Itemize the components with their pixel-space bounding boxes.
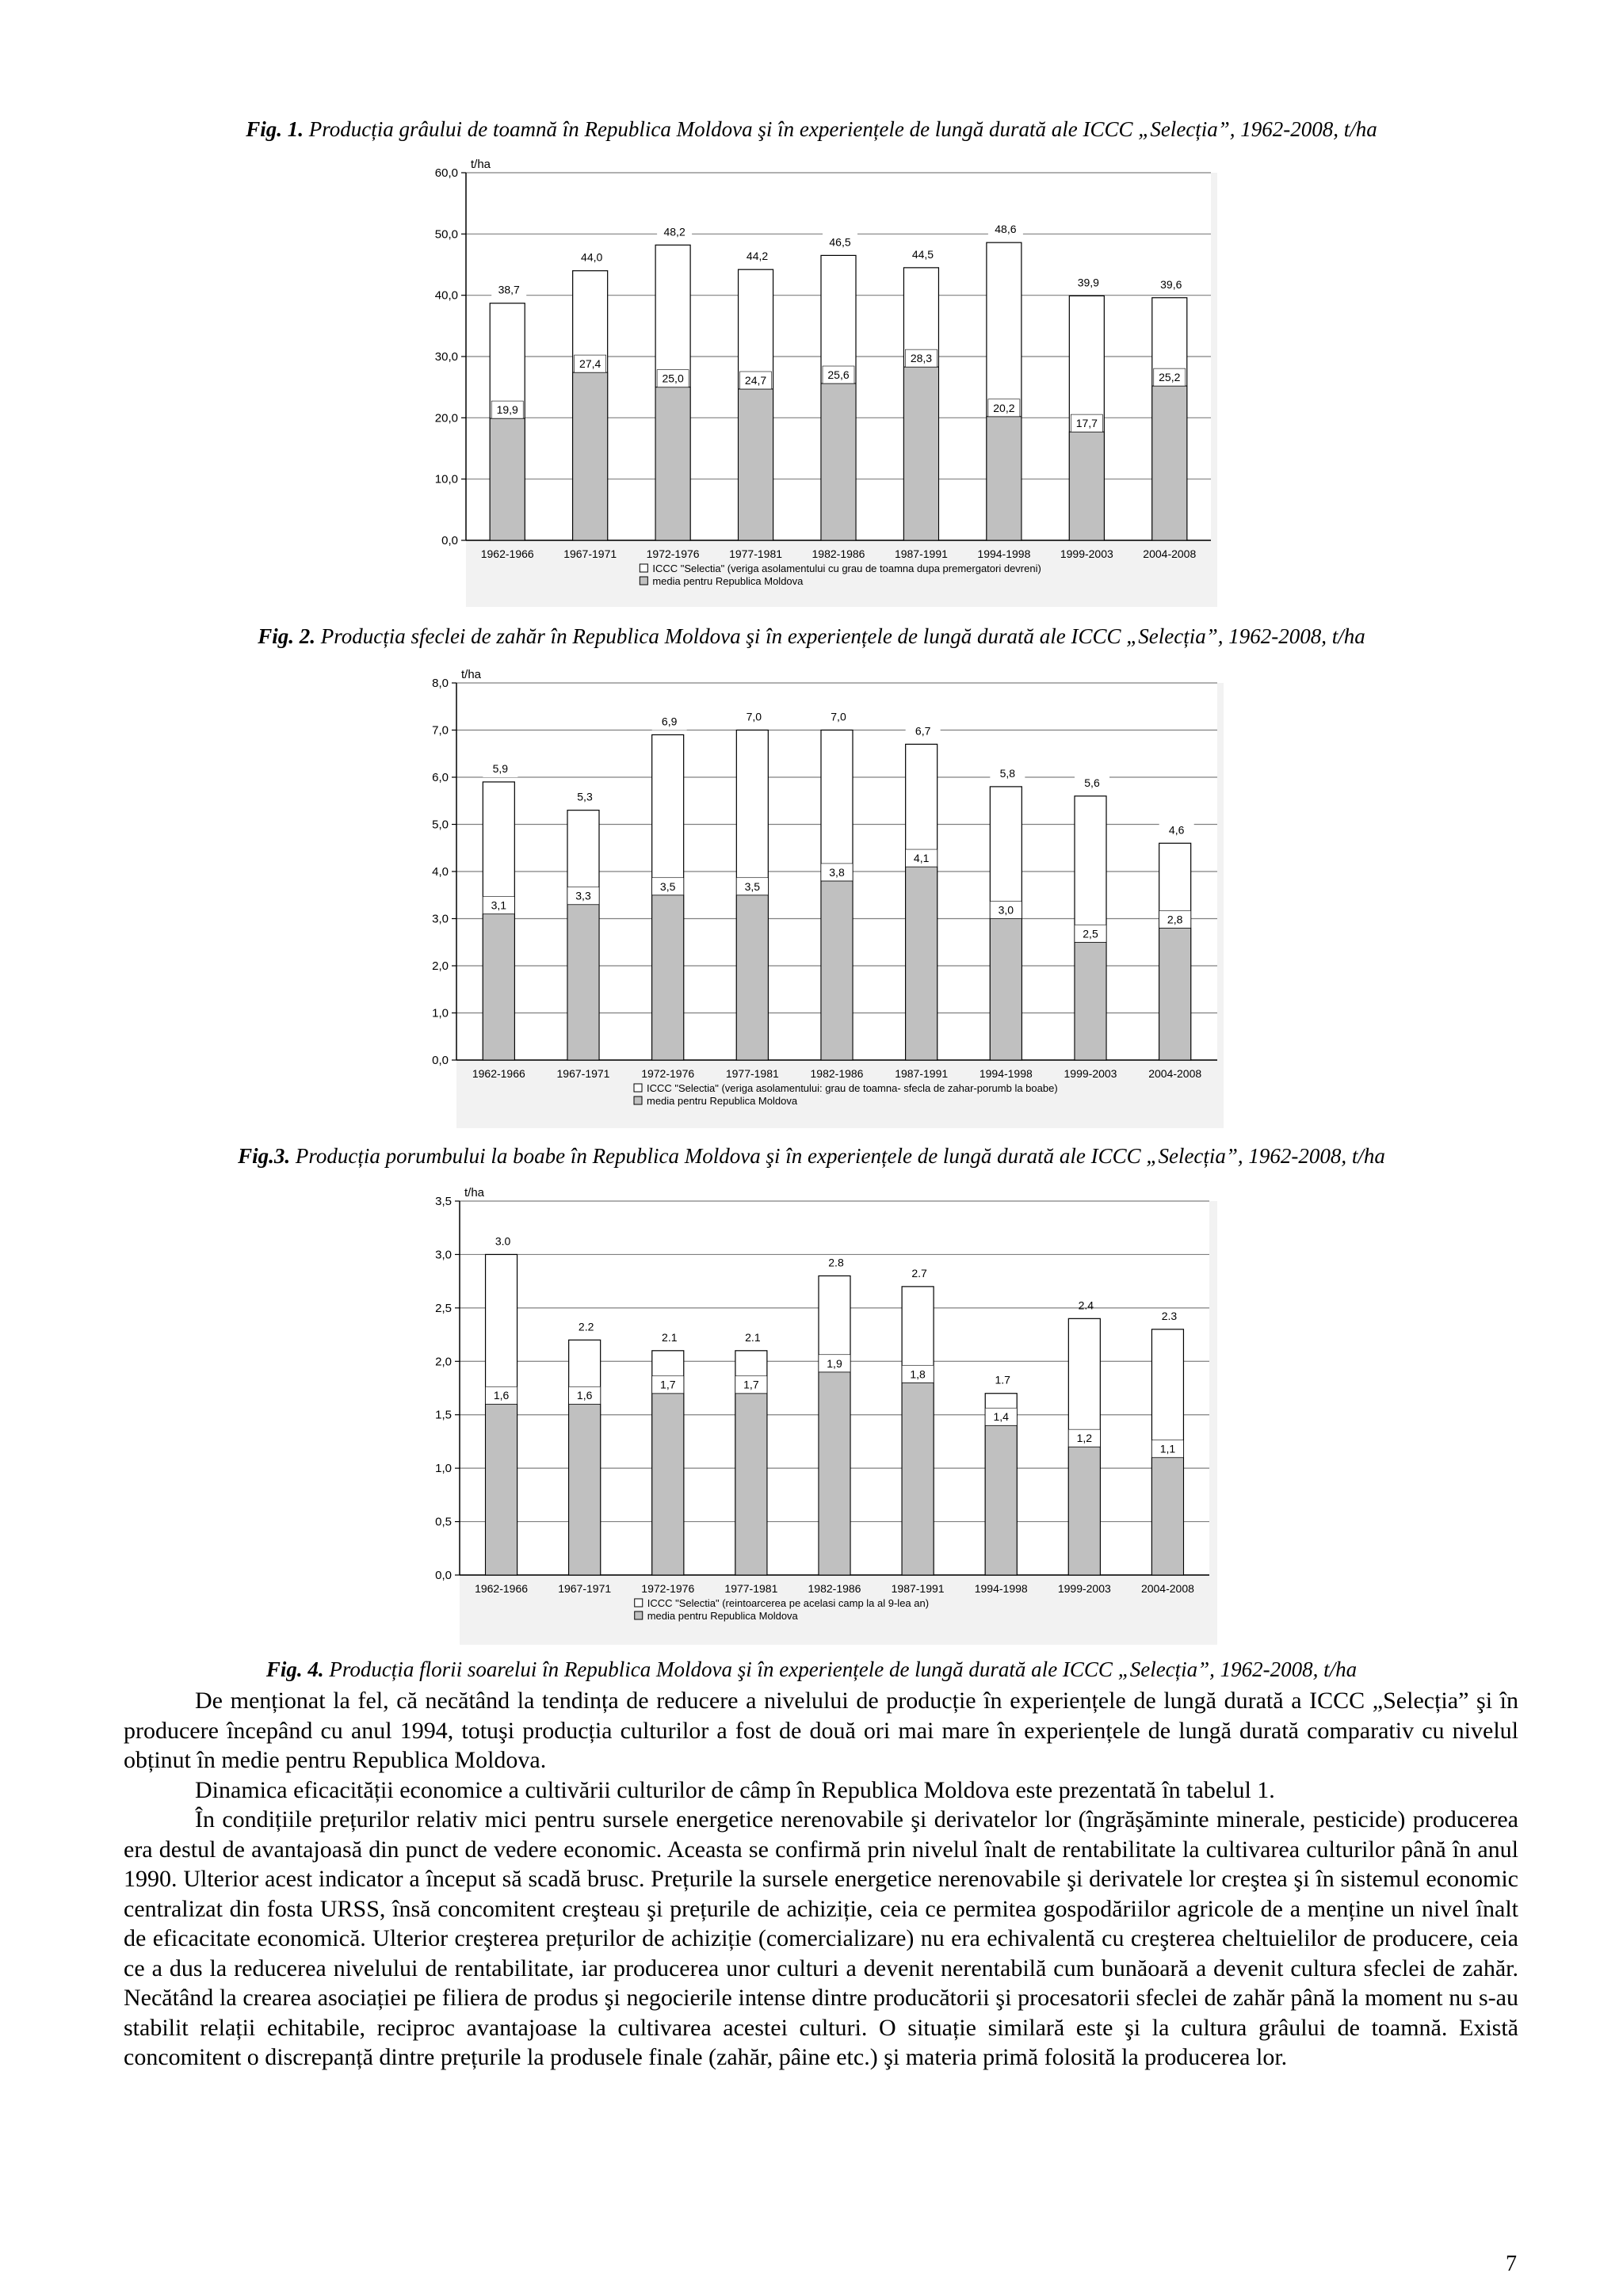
figure-2-number: Fig. 2. xyxy=(258,624,315,648)
x-tick-label: 1967-1971 xyxy=(558,1582,612,1595)
bar-moldova xyxy=(490,418,525,540)
figure-1-caption-text: Producția grâului de toamnă în Republica Moldova şi în experiențele de lungă durată ale ICCC „Selecția”, 1962-2008, t/ha xyxy=(308,117,1377,141)
bar-moldova xyxy=(1151,1458,1183,1575)
x-tick-label: 1982-1986 xyxy=(812,547,865,560)
bar-label-selectia: 2.2 xyxy=(578,1320,594,1333)
bar-label-moldova: 3,5 xyxy=(744,879,761,893)
bar-moldova xyxy=(1068,1447,1100,1575)
x-tick-label: 1972-1976 xyxy=(641,1582,695,1595)
legend-swatch xyxy=(634,1084,642,1092)
bar-label-selectia: 3.0 xyxy=(495,1234,511,1248)
chart-fig1 xyxy=(422,151,1217,610)
figure-4-caption-text: Producția florii soarelui în Republica Moldova şi în experiențele de lungă durată ale ICCC „Selecția”, 1962-2008, t/ha xyxy=(329,1657,1358,1681)
bar-label-selectia: 5,3 xyxy=(577,790,593,803)
x-tick-label: 1967-1971 xyxy=(563,547,617,560)
y-tick-label: 0,5 xyxy=(435,1515,452,1529)
legend-entry: ICCC "Selectia" (veriga asolamentului cu grau de toamna dupa premergatori devreni) xyxy=(652,563,1041,574)
bar-label-selectia: 1.7 xyxy=(995,1373,1010,1386)
bar-label-moldova: 19,9 xyxy=(496,403,518,417)
bar-moldova xyxy=(903,367,938,540)
bar-label-moldova: 1,6 xyxy=(576,1389,593,1402)
x-tick-label: 1999-2003 xyxy=(1060,547,1113,560)
bar-label-selectia: 4,6 xyxy=(1168,823,1185,837)
figure-4-caption xyxy=(0,1656,1623,1683)
paragraph-2: Dinamica eficacității economice a cultivării culturilor de câmp în Republica Moldova este prezentată în tabelul 1. xyxy=(195,1776,1275,1803)
y-tick-label: 7,0 xyxy=(432,723,449,738)
bar-moldova xyxy=(655,387,690,540)
x-tick-label: 1994-1998 xyxy=(977,547,1031,560)
x-tick-label: 1977-1981 xyxy=(725,1067,779,1080)
bar-label-moldova: 24,7 xyxy=(744,373,767,387)
bar-moldova xyxy=(906,867,938,1060)
y-tick-label: 1,0 xyxy=(432,1006,449,1020)
bar-label-selectia: 44,0 xyxy=(581,250,603,264)
x-tick-label: 1972-1976 xyxy=(641,1067,695,1080)
bar-moldova xyxy=(652,1394,684,1575)
bar-label-selectia: 6,9 xyxy=(661,715,678,728)
y-axis-unit: t/ha xyxy=(461,668,482,681)
x-tick-label: 1972-1976 xyxy=(646,547,700,560)
bar-label-moldova: 1,2 xyxy=(1076,1432,1093,1445)
bar-label-moldova: 1,4 xyxy=(993,1410,1009,1424)
bar-label-moldova: 20,2 xyxy=(993,401,1015,414)
bar-label-moldova: 2,5 xyxy=(1083,927,1098,940)
bar-label-selectia: 5,6 xyxy=(1084,776,1100,789)
bar-label-moldova: 3,3 xyxy=(575,889,591,902)
y-tick-label: 50,0 xyxy=(434,227,458,242)
bar-moldova xyxy=(1069,432,1104,540)
bar-label-moldova: 17,7 xyxy=(1075,417,1098,430)
page-number: 7 xyxy=(1506,2252,1517,2276)
y-tick-label: 6,0 xyxy=(432,771,449,784)
bar-label-moldova: 4,1 xyxy=(913,852,930,865)
y-tick-label: 8,0 xyxy=(432,677,449,690)
bar-moldova xyxy=(987,417,1022,540)
legend-entry: media pentru Republica Moldova xyxy=(647,1610,798,1622)
y-tick-label: 40,0 xyxy=(434,288,458,303)
bar-label-moldova: 25,0 xyxy=(662,372,684,385)
bar-moldova xyxy=(483,914,514,1060)
x-tick-label: 2004-2008 xyxy=(1140,1582,1194,1595)
y-axis-unit: t/ha xyxy=(471,158,491,171)
bar-label-moldova: 3,8 xyxy=(829,865,845,879)
bar-label-selectia: 5,9 xyxy=(492,761,509,775)
bar-label-selectia: 5,8 xyxy=(999,766,1016,780)
x-tick-label: 1967-1971 xyxy=(556,1067,610,1080)
x-tick-label: 1962-1966 xyxy=(475,1582,529,1595)
bar-label-moldova: 25,2 xyxy=(1159,371,1181,384)
y-tick-label: 60,0 xyxy=(434,166,458,180)
bar-label-selectia: 44,5 xyxy=(911,247,934,261)
y-tick-label: 2,5 xyxy=(435,1301,452,1315)
bar-moldova xyxy=(821,881,853,1060)
bar-label-selectia: 2.1 xyxy=(745,1330,761,1344)
legend-swatch xyxy=(640,564,647,572)
legend-entry: ICCC "Selectia" (veriga asolamentului: grau de toamna- sfecla de zahar-porumb la boabe) xyxy=(647,1082,1058,1094)
x-tick-label: 1987-1991 xyxy=(895,1067,949,1080)
chart-fig2 xyxy=(425,658,1224,1131)
y-tick-label: 1,0 xyxy=(435,1462,452,1476)
x-tick-label: 1987-1991 xyxy=(894,547,948,560)
figure-3-number: Fig.3. xyxy=(238,1144,291,1168)
bar-label-moldova: 27,4 xyxy=(579,357,601,371)
bar-moldova xyxy=(652,895,684,1060)
y-tick-label: 0,0 xyxy=(432,1054,449,1067)
bar-moldova xyxy=(739,389,773,540)
legend-entry: ICCC "Selectia" (reintoarcerea pe acelasi camp la al 9-lea an) xyxy=(647,1597,930,1609)
bar-label-selectia: 7,0 xyxy=(831,710,846,723)
bar-moldova xyxy=(486,1404,517,1575)
paragraph-1: De menționat la fel, că necătând la tendința de reducere a nivelului de producție în experiențele de lungă durată a ICCC „Selecția” şi în producere începând cu anul 1994, totuşi producția culturilor a fost de două ori mai mare în experiențele de lungă durată comparativ cu nivelul obținut în medie pentru Republica Moldova. xyxy=(124,1688,1518,1773)
x-tick-label: 1982-1986 xyxy=(808,1582,861,1595)
bar-label-selectia: 7,0 xyxy=(746,710,762,723)
legend-entry: media pentru Republica Moldova xyxy=(647,1095,798,1107)
bar-label-selectia: 39,9 xyxy=(1077,276,1099,289)
bar-moldova xyxy=(736,895,768,1060)
body-text xyxy=(124,1686,1518,2073)
x-tick-label: 1987-1991 xyxy=(891,1582,945,1595)
x-tick-label: 2004-2008 xyxy=(1148,1067,1202,1080)
bar-label-moldova: 3,0 xyxy=(998,903,1014,917)
y-tick-label: 1,5 xyxy=(435,1408,452,1422)
y-tick-label: 30,0 xyxy=(434,350,458,364)
y-tick-label: 20,0 xyxy=(434,411,458,425)
y-tick-label: 2,0 xyxy=(432,959,449,973)
x-tick-label: 1999-2003 xyxy=(1064,1067,1117,1080)
bar-moldova xyxy=(1075,942,1106,1060)
bar-label-selectia: 48,2 xyxy=(663,225,685,238)
x-tick-label: 2004-2008 xyxy=(1143,547,1197,560)
x-tick-label: 1977-1981 xyxy=(724,1582,778,1595)
bar-moldova xyxy=(902,1383,934,1575)
bar-label-selectia: 2.1 xyxy=(662,1330,678,1344)
bar-label-selectia: 39,6 xyxy=(1160,277,1182,291)
bar-moldova xyxy=(990,919,1022,1061)
figure-1-number: Fig. 1. xyxy=(246,117,304,141)
figure-2-caption xyxy=(0,623,1623,650)
bar-moldova xyxy=(819,1372,850,1575)
figure-3-caption-text: Producția porumbului la boabe în Republica Moldova şi în experiențele de lungă durată ale ICCC „Selecția”, 1962-2008, t/ha xyxy=(295,1144,1385,1168)
bar-label-moldova: 2,8 xyxy=(1167,913,1183,926)
bar-label-moldova: 1,7 xyxy=(743,1378,759,1391)
legend-swatch xyxy=(634,1097,642,1104)
bar-moldova xyxy=(821,383,856,540)
bar-label-moldova: 1,6 xyxy=(493,1389,510,1402)
bar-moldova xyxy=(1159,928,1191,1060)
bar-label-selectia: 2.3 xyxy=(1161,1309,1178,1322)
bar-label-moldova: 1,1 xyxy=(1159,1442,1176,1455)
bar-moldova xyxy=(573,372,608,540)
bar-moldova xyxy=(735,1394,767,1575)
y-tick-label: 5,0 xyxy=(432,818,449,832)
bar-label-moldova: 3,1 xyxy=(491,898,507,912)
bar-moldova xyxy=(1152,386,1187,540)
x-tick-label: 1982-1986 xyxy=(810,1067,864,1080)
bar-label-moldova: 1,8 xyxy=(910,1367,926,1381)
figure-1-caption xyxy=(0,116,1623,143)
bar-label-moldova: 1,7 xyxy=(660,1378,676,1391)
chart-fig4 xyxy=(428,1187,1217,1648)
y-tick-label: 0,0 xyxy=(435,1569,452,1582)
bar-label-selectia: 48,6 xyxy=(995,223,1017,236)
y-tick-label: 4,0 xyxy=(432,865,449,879)
bar-label-selectia: 46,5 xyxy=(829,235,851,249)
y-tick-label: 3,0 xyxy=(435,1248,452,1262)
y-tick-label: 10,0 xyxy=(434,472,458,486)
y-tick-label: 0,0 xyxy=(441,534,458,547)
figure-2-caption-text: Producția sfeclei de zahăr în Republica Moldova şi în experiențele de lungă durată ale ICCC „Selecția”, 1962-2008, t/ha xyxy=(320,624,1365,648)
bar-label-selectia: 2.7 xyxy=(911,1266,927,1280)
legend-entry: media pentru Republica Moldova xyxy=(652,575,804,587)
bar-label-selectia: 6,7 xyxy=(915,724,931,738)
legend-swatch xyxy=(635,1611,643,1619)
x-tick-label: 1962-1966 xyxy=(472,1067,525,1080)
legend-swatch xyxy=(635,1599,643,1607)
bar-label-moldova: 1,9 xyxy=(827,1356,842,1370)
bar-label-selectia: 2.8 xyxy=(828,1256,844,1269)
paragraph-3: În condițiile prețurilor relativ mici pentru sursele energetice nerenovabile şi derivatelor lor (îngrăşăminte minerale, pesticide) producerea era destul de avantajoasă din punct de vedere economic. Aceasta se confirmă prin nivelul înalt de rentabilitate la cultivarea culturilor până în anul 1990. Ulterior acest indicator a început să scadă brusc. Prețurile la sursele energetice nerenovabile şi derivatele lor creştea şi în sistemul economic centralizat din fosta URSS, însă concomitent creşteau şi prețurile de achiziție, ceia ce permitea gospodăriilor agricole de a menține un nivel înalt de eficacitate economică. Ulterior creşterea prețurilor de achiziție (comercializare) nu era echivalentă cu creşterea cheltuielilor de producere, ceia ce a dus la reducerea nivelului de rentabilitate, iar producerea unor culturi a devenit nerentabilă cum bunăoară a devenit cultura sfeclei de zahăr. Necătând la crearea asociației pe filiera de produs şi negocierile intense dintre producătorii şi procesatorii sfeclei de zahăr până la moment nu s-au stabilit relații echitabile, reciproc avantajoase la cultivarea acestei culturi. O situație similară este şi la cultura grâului de toamnă. Există concomitent o discrepanță dintre prețurile la produsele finale (zahăr, pâine etc.) şi materia primă folosită la producerea lor. xyxy=(124,1806,1518,2070)
y-tick-label: 2,0 xyxy=(435,1355,452,1369)
y-tick-label: 3,5 xyxy=(435,1195,452,1208)
y-axis-unit: t/ha xyxy=(464,1187,485,1199)
y-tick-label: 3,0 xyxy=(432,912,449,926)
bar-label-moldova: 28,3 xyxy=(910,352,933,365)
bar-label-selectia: 38,7 xyxy=(498,283,520,296)
x-tick-label: 1962-1966 xyxy=(480,547,534,560)
figure-3-caption xyxy=(0,1142,1623,1169)
legend-swatch xyxy=(640,577,647,585)
bar-moldova xyxy=(567,905,599,1060)
figure-4-number: Fig. 4. xyxy=(265,1657,324,1681)
x-tick-label: 1999-2003 xyxy=(1057,1582,1111,1595)
bar-moldova xyxy=(985,1425,1017,1575)
x-tick-label: 1994-1998 xyxy=(979,1067,1033,1080)
x-tick-label: 1994-1998 xyxy=(974,1582,1028,1595)
bar-label-selectia: 2.4 xyxy=(1078,1299,1094,1312)
bar-label-selectia: 44,2 xyxy=(746,250,769,263)
x-tick-label: 1977-1981 xyxy=(729,547,783,560)
bar-label-moldova: 3,5 xyxy=(659,879,676,893)
bar-moldova xyxy=(569,1404,601,1575)
bar-label-moldova: 25,6 xyxy=(827,368,850,382)
